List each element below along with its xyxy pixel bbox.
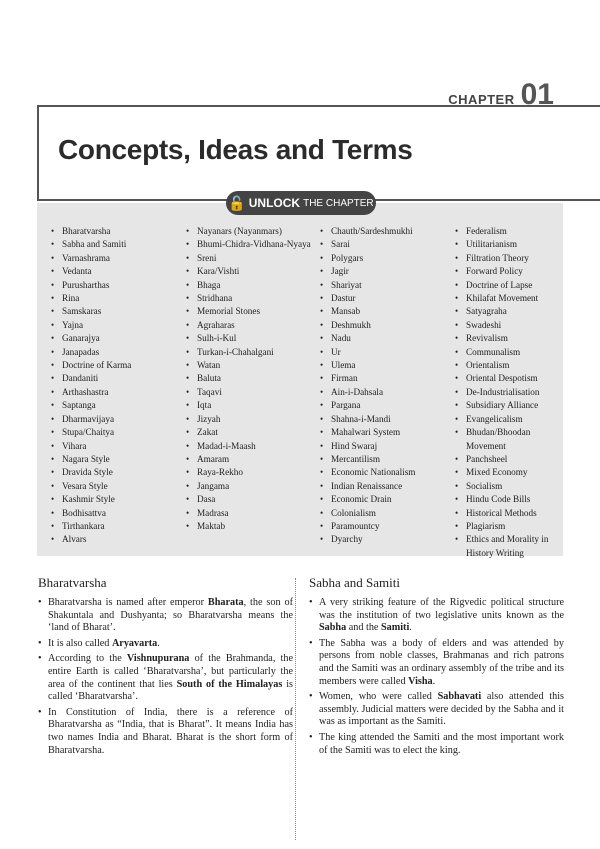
term-item: • Pargana	[318, 399, 450, 412]
term-item: • Filtration Theory	[453, 252, 561, 265]
term-item: • Sarai	[318, 238, 450, 251]
term-item: • Vedanta	[49, 265, 173, 278]
term-item: • Janapadas	[49, 346, 173, 359]
term-item: • Bodhisattva	[49, 507, 173, 520]
list-item: • Bharatvarsha is named after emperor Bharata, the son of Shakuntala and Dushyanta; so Bharatvarsha means the ‘land of Bharat’.	[38, 597, 293, 635]
term-item: • Mahalwari System	[318, 426, 450, 439]
term-item: • Dastur	[318, 292, 450, 305]
term-item: • Dyarchy	[318, 533, 450, 546]
term-item: • Nagara Style	[49, 453, 173, 466]
term-item: • Dasa	[184, 493, 316, 506]
term-item: • Subsidiary Alliance	[453, 399, 561, 412]
unlock-label: UNLOCK	[248, 196, 301, 210]
chapter-number: 01	[520, 78, 554, 111]
term-item: • Plagiarism	[453, 520, 561, 533]
term-item: • Oriental Despotism	[453, 372, 561, 385]
list-item: • In Constitution of India, there is a reference of Bharatvarsha as “India, that is Bharat”. It means India has two names India and Bharat. Bharat is the short form of Bharatvarsha.	[38, 707, 293, 757]
term-item: • Swadeshi	[453, 319, 561, 332]
term-item: • Forward Policy	[453, 265, 561, 278]
term-item: • Zakat	[184, 426, 316, 439]
unlock-icon: 🔓	[228, 194, 246, 211]
term-item: • Chauth/Sardeshmukhi	[318, 225, 450, 238]
term-item: • Paramountcy	[318, 520, 450, 533]
term-item: • Revivalism	[453, 332, 561, 345]
term-item: • Stridhana	[184, 292, 316, 305]
section-bharatvarsha	[38, 575, 293, 760]
term-item: • Ganarajya	[49, 332, 173, 345]
term-item: • Samskaras	[49, 305, 173, 318]
terms-column-3	[318, 225, 450, 547]
term-item: • Arthashastra	[49, 386, 173, 399]
term-item: • Colonialism	[318, 507, 450, 520]
page-title: Concepts, Ideas and Terms	[58, 134, 413, 165]
term-item: • Agraharas	[184, 319, 316, 332]
term-item: • Nayanars (Nayanmars)	[184, 225, 316, 238]
section-heading: Sabha and Samiti	[309, 575, 400, 590]
term-item: • Ur	[318, 346, 450, 359]
term-item: • Yajna	[49, 319, 173, 332]
term-item: • Economic Nationalism	[318, 466, 450, 479]
term-item: • Maktab	[184, 520, 316, 533]
term-item: • Ain-i-Dahsala	[318, 386, 450, 399]
terms-box	[37, 203, 563, 556]
term-item: • Bhaga	[184, 279, 316, 292]
term-item: • Shahna-i-Mandi	[318, 413, 450, 426]
term-item: • Alvars	[49, 533, 173, 546]
term-item: • Mercantilism	[318, 453, 450, 466]
term-item: • Bhumi-Chidra-Vidhana-Nyaya	[184, 238, 316, 251]
term-item: • Turkan-i-Chahalgani	[184, 346, 316, 359]
column-divider	[295, 578, 296, 840]
term-item: • Panchsheel	[453, 453, 561, 466]
term-item: • Madrasa	[184, 507, 316, 520]
section-sabha-samiti	[309, 575, 564, 760]
list-item: • The Sabha was a body of elders and was attended by persons from noble classes, Brahmanas and rich patrons and the Samiti was an ordinary assembly of the tribe and its members were called Visha.	[309, 638, 564, 688]
term-item: • Stupa/Chaitya	[49, 426, 173, 439]
term-item: • Vesara Style	[49, 480, 173, 493]
chapter-word: CHAPTER	[448, 92, 515, 107]
list-item: • Women, who were called Sabhavati also attended this assembly. Judicial matters were decided by the Sabha and it was as important as the Samiti.	[309, 691, 564, 729]
term-item: • Khilafat Movement	[453, 292, 561, 305]
term-item: • Jangama	[184, 480, 316, 493]
term-item: • Bhudan/Bhoodan Movement	[453, 426, 561, 453]
term-item: • Polygars	[318, 252, 450, 265]
term-item: • Doctrine of Karma	[49, 359, 173, 372]
term-item: • Varnashrama	[49, 252, 173, 265]
term-item: • Satyagraha	[453, 305, 561, 318]
term-item: • Ethics and Morality in History Writing	[453, 533, 561, 560]
term-item: • Doctrine of Lapse	[453, 279, 561, 292]
terms-column-2	[184, 225, 316, 533]
term-item: • Sulh-i-Kul	[184, 332, 316, 345]
term-item: • Hind Swaraj	[318, 440, 450, 453]
term-item: • Economic Drain	[318, 493, 450, 506]
term-item: • Mansab	[318, 305, 450, 318]
term-item: • De-Industrialisation	[453, 386, 561, 399]
term-item: • Iqta	[184, 399, 316, 412]
term-item: • Hindu Code Bills	[453, 493, 561, 506]
term-item: • Saptanga	[49, 399, 173, 412]
term-item: • Dandaniti	[49, 372, 173, 385]
term-item: • Watan	[184, 359, 316, 372]
term-item: • Tirthankara	[49, 520, 173, 533]
section-heading: Bharatvarsha	[38, 575, 107, 590]
term-item: • Kashmir Style	[49, 493, 173, 506]
term-item: • Historical Methods	[453, 507, 561, 520]
term-item: • Mixed Economy	[453, 466, 561, 479]
list-item: • It is also called Aryavarta.	[38, 638, 293, 651]
term-item: • Nadu	[318, 332, 450, 345]
term-item: • Baluta	[184, 372, 316, 385]
terms-column-1	[49, 225, 173, 547]
term-item: • Sreni	[184, 252, 316, 265]
term-item: • Federalism	[453, 225, 561, 238]
term-item: • Evangelicalism	[453, 413, 561, 426]
term-item: • Madad-i-Maash	[184, 440, 316, 453]
term-item: • Utilitarianism	[453, 238, 561, 251]
term-item: • Indian Renaissance	[318, 480, 450, 493]
term-item: • Deshmukh	[318, 319, 450, 332]
unlock-sublabel: THE CHAPTER	[303, 197, 374, 209]
term-item: • Ulema	[318, 359, 450, 372]
term-item: • Bharatvarsha	[49, 225, 173, 238]
term-item: • Jagir	[318, 265, 450, 278]
term-item: • Rina	[49, 292, 173, 305]
terms-column-4	[453, 225, 561, 560]
term-item: • Socialism	[453, 480, 561, 493]
term-item: • Taqavi	[184, 386, 316, 399]
term-item: • Jizyah	[184, 413, 316, 426]
term-item: • Raya-Rekho	[184, 466, 316, 479]
list-item: • The king attended the Samiti and the most important work of the Samiti was to elect the king.	[309, 732, 564, 757]
term-item: • Kara/Vishti	[184, 265, 316, 278]
term-item: • Purusharthas	[49, 279, 173, 292]
term-item: • Dravida Style	[49, 466, 173, 479]
term-item: • Amaram	[184, 453, 316, 466]
term-item: • Dharmavijaya	[49, 413, 173, 426]
list-item: • According to the Vishnupurana of the Brahmanda, the entire Earth is called ‘Bharatvarsha’, but particularly the area of the continent that lies South of the Himalayas is called ‘Bharatvarsha’.	[38, 653, 293, 703]
term-item: • Vihara	[49, 440, 173, 453]
term-item: • Sabha and Samiti	[49, 238, 173, 251]
term-item: • Shariyat	[318, 279, 450, 292]
term-item: • Firman	[318, 372, 450, 385]
term-item: • Communalism	[453, 346, 561, 359]
unlock-chapter-banner	[226, 191, 376, 215]
term-item: • Memorial Stones	[184, 305, 316, 318]
list-item: • A very striking feature of the Rigvedic political structure was the institution of two legislative units known as the Sabha and the Samiti.	[309, 597, 564, 635]
term-item: • Orientalism	[453, 359, 561, 372]
